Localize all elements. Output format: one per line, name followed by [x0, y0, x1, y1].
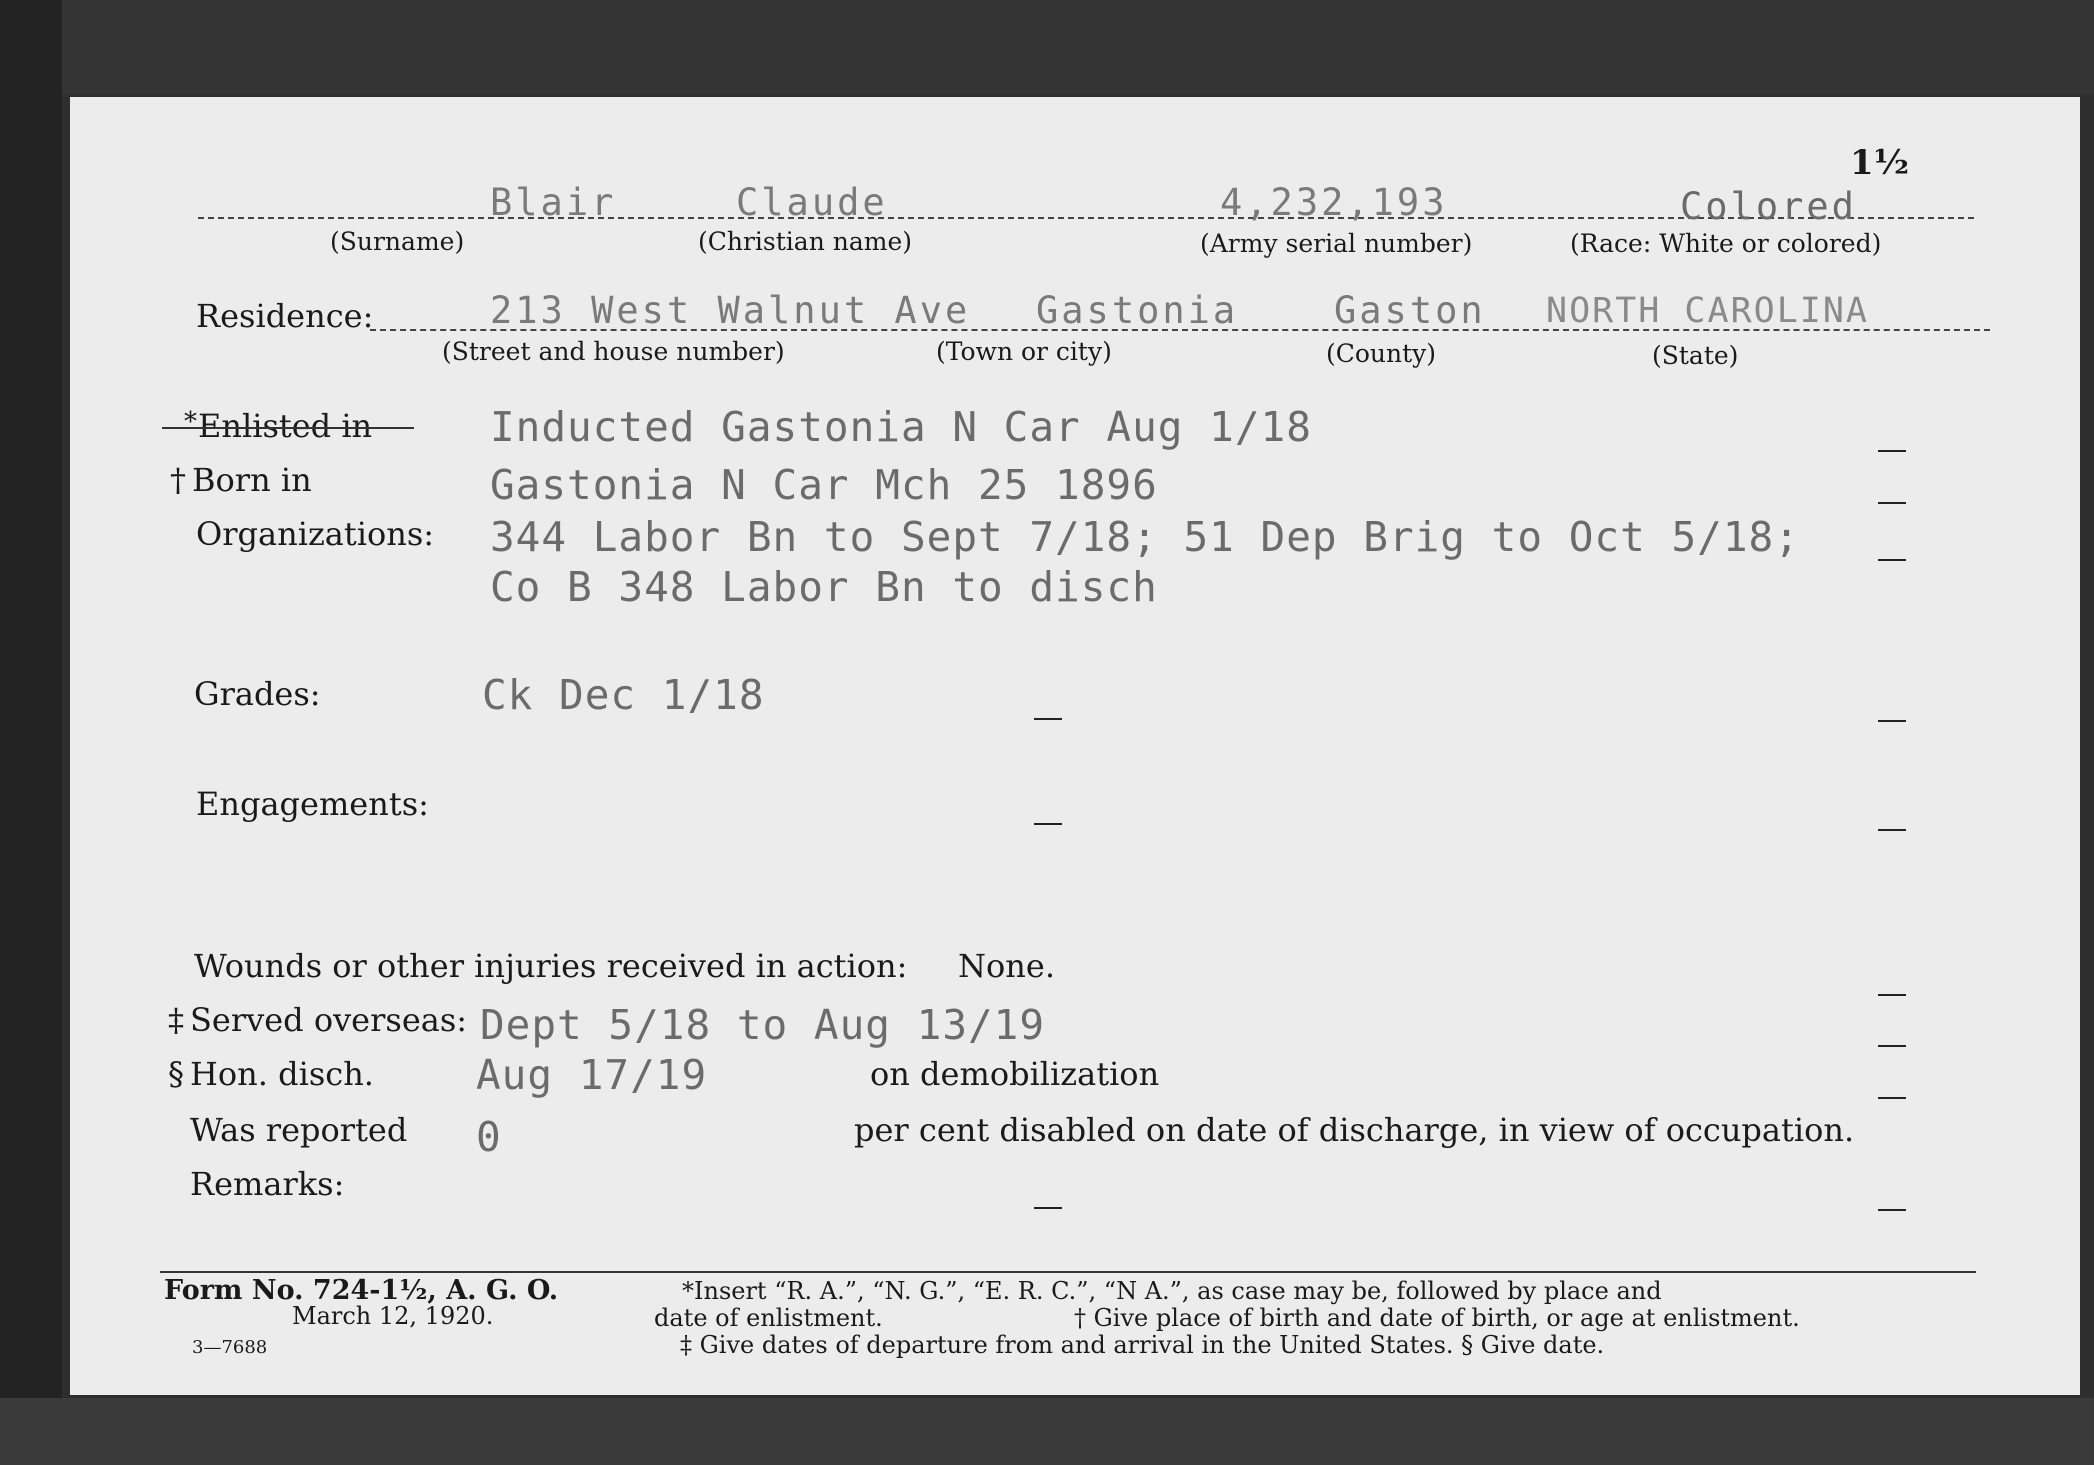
residence-label: Residence: — [196, 297, 374, 335]
serial-number-caption: (Army serial number) — [1200, 229, 1473, 258]
footnote-line-2a: date of enlistment. — [654, 1304, 883, 1332]
discharge-dash — [1878, 1097, 1906, 1099]
born-mark: † — [170, 461, 186, 499]
footnote-line-3: ‡ Give dates of departure from and arrival in the United States. § Give date. — [680, 1331, 1605, 1359]
county-caption: (County) — [1326, 339, 1437, 368]
wounds-dash — [1878, 994, 1906, 996]
footnote-line-1: *Insert “R. A.”, “N. G.”, “E. R. C.”, “N A.”, as case may be, followed by place and — [682, 1277, 1662, 1305]
enlisted-mark: * — [184, 407, 197, 437]
enlisted-value: Inducted Gastonia N Car Aug 1/18 — [490, 403, 1312, 451]
born-value: Gastonia N Car Mch 25 1896 — [490, 461, 1158, 509]
enlisted-label: Enlisted in — [198, 407, 373, 445]
footnote-line-2b: † Give place of birth and date of birth, or age at enlistment. — [1074, 1304, 1800, 1332]
street-caption: (Street and house number) — [442, 337, 785, 366]
born-dash — [1878, 502, 1906, 504]
organizations-dash — [1878, 559, 1906, 561]
remarks-mid-dash — [1034, 1207, 1062, 1209]
residence-town-value: Gastonia — [1036, 289, 1239, 332]
christian-name-caption: (Christian name) — [698, 227, 913, 256]
reported-suffix: per cent disabled on date of discharge, in view of occupation. — [854, 1111, 1855, 1149]
overseas-dash — [1878, 1045, 1906, 1047]
remarks-dash — [1878, 1209, 1906, 1211]
organizations-line-1: 344 Labor Bn to Sept 7/18; 51 Dep Brig to Oct 5/18; — [490, 513, 1800, 561]
engagements-dash — [1878, 829, 1906, 831]
grades-dash — [1878, 720, 1906, 722]
enlisted-dash — [1878, 450, 1906, 452]
corner-mark: 1½ — [1850, 143, 1910, 183]
form-number: Form No. 724-1½, A. G. O. — [164, 1275, 559, 1306]
reported-label: Was reported — [190, 1111, 408, 1149]
reported-value: 0 — [476, 1113, 502, 1161]
town-caption: (Town or city) — [936, 337, 1112, 366]
grades-mid-dash — [1034, 718, 1062, 720]
grades-value: Ck Dec 1/18 — [482, 671, 765, 719]
remarks-label: Remarks: — [190, 1165, 345, 1203]
enlisted-strikethrough — [162, 427, 414, 429]
discharge-label: Hon. disch. — [190, 1055, 374, 1093]
organizations-label: Organizations: — [196, 515, 435, 553]
discharge-mark: § — [168, 1055, 184, 1093]
discharge-suffix: on demobilization — [870, 1055, 1160, 1093]
overseas-mark: ‡ — [168, 1001, 184, 1039]
discharge-value: Aug 17/19 — [476, 1051, 708, 1099]
born-label: Born in — [192, 461, 312, 499]
wounds-label: Wounds or other injuries received in action: — [194, 947, 908, 985]
overseas-label: Served overseas: — [190, 1001, 468, 1039]
wounds-value: None. — [958, 947, 1055, 985]
organizations-line-2: Co B 348 Labor Bn to disch — [490, 563, 1158, 611]
footer-rule — [160, 1271, 1976, 1273]
serial-number-value: 4,232,193 — [1220, 181, 1448, 224]
residence-state-value: NORTH CAROLINA — [1546, 291, 1870, 331]
scan-background-left — [0, 0, 62, 1465]
engagements-label: Engagements: — [196, 785, 429, 823]
service-record-card — [70, 97, 2080, 1395]
race-caption: (Race: White or colored) — [1570, 229, 1882, 258]
engagements-mid-dash — [1034, 823, 1062, 825]
scan-background-top — [0, 0, 2094, 95]
state-caption: (State) — [1652, 341, 1739, 370]
residence-county-value: Gaston — [1334, 289, 1486, 332]
surname-caption: (Surname) — [330, 227, 465, 256]
christian-name-value: Claude — [736, 181, 888, 224]
form-date: March 12, 1920. — [292, 1302, 494, 1330]
scan-background-bottom — [0, 1398, 2094, 1465]
race-value: Colored — [1680, 185, 1857, 228]
print-code: 3—7688 — [192, 1337, 268, 1358]
grades-label: Grades: — [194, 675, 321, 713]
overseas-value: Dept 5/18 to Aug 13/19 — [480, 1001, 1046, 1049]
surname-value: Blair — [490, 181, 617, 224]
residence-street-value: 213 West Walnut Ave — [490, 289, 971, 332]
